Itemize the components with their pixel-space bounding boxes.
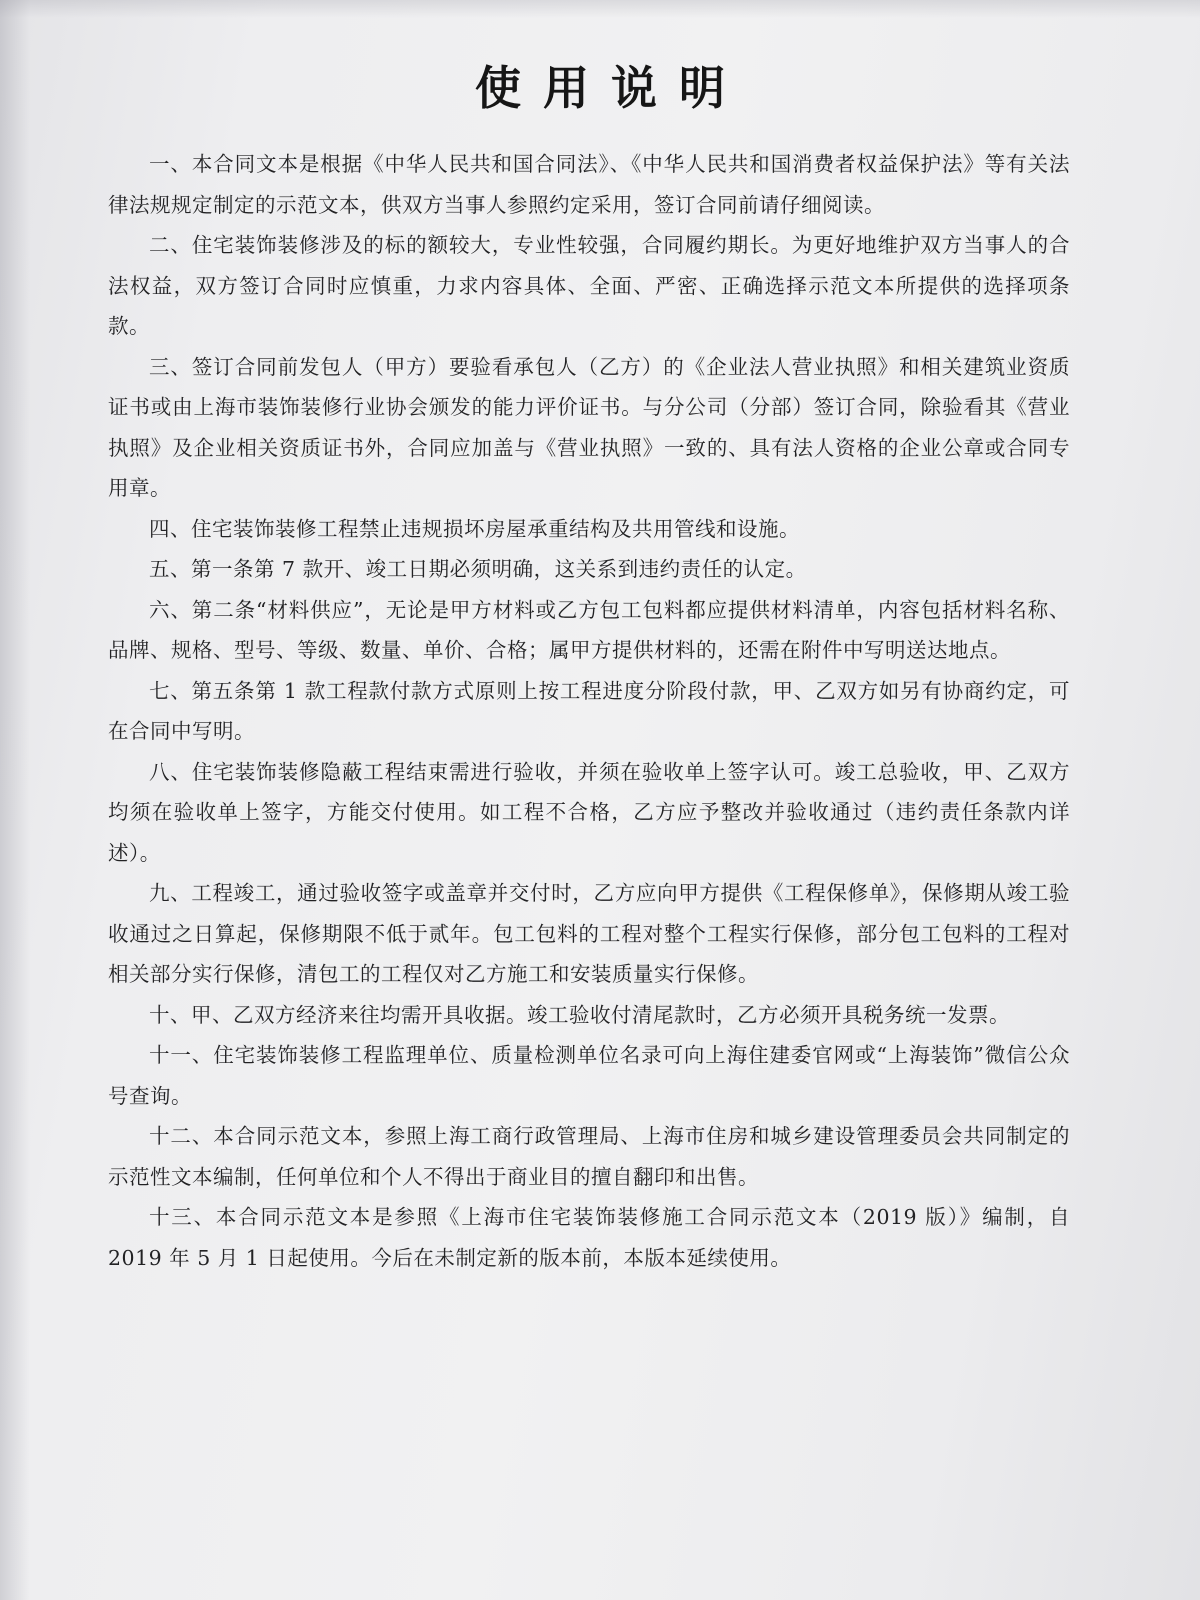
clause-2: 二、住宅装饰装修涉及的标的额较大，专业性较强，合同履约期长。为更好地维护双方当事人的合法权益，双方签订合同时应慎重，力求内容具体、全面、严密、正确选择示范文本所提供的选择项条款。 xyxy=(108,233,1070,338)
clause-11: 十一、住宅装饰装修工程监理单位、质量检测单位名录可向上海住建委官网或“上海装饰”微信公众号查询。 xyxy=(108,1043,1070,1108)
clause-5: 五、第一条第 7 款开、竣工日期必须明确，这关系到违约责任的认定。 xyxy=(149,557,807,581)
clause-13: 十三、本合同示范文本是参照《上海市住宅装饰装修施工合同示范文本（2019 版）》编制，自 2019 年 5 月 1 日起使用。今后在未制定新的版本前，本版本延续使用。 xyxy=(108,1205,1070,1270)
clause-3: 三、签订合同前发包人（甲方）要验看承包人（乙方）的《企业法人营业执照》和相关建筑业资质证书或由上海市装饰装修行业协会颁发的能力评价证书。与分公司（分部）签订合同，除验看其《营业执照》及企业相关资质证书外，合同应加盖与《营业执照》一致的、具有法人资格的企业公章或合同专用章。 xyxy=(108,354,1070,500)
page-title: 使用说明 xyxy=(475,61,747,115)
clause-8: 八、住宅装饰装修隐蔽工程结束需进行验收，并须在验收单上签字认可。竣工总验收，甲、乙双方均须在验收单上签字，方能交付使用。如工程不合格，乙方应予整改并验收通过（违约责任条款内详述）。 xyxy=(108,759,1070,865)
page-shadow-left xyxy=(0,0,30,1600)
clause-6: 六、第二条“材料供应”，无论是甲方材料或乙方包工包料都应提供材料清单，内容包括材料名称、品牌、规格、型号、等级、数量、单价、合格；属甲方提供材料的，还需在附件中写明送达地点。 xyxy=(108,597,1070,662)
page-shadow-top xyxy=(0,0,1200,18)
clause-10: 十、甲、乙双方经济来往均需开具收据。竣工验收付清尾款时，乙方必须开具税务统一发票。 xyxy=(149,1002,1010,1027)
clause-9: 九、工程竣工，通过验收签字或盖章并交付时，乙方应向甲方提供《工程保修单》，保修期从竣工验收通过之日算起，保修期限不低于贰年。包工包料的工程对整个工程实行保修，部分包工包料的工程对相关部分实行保修，清包工的工程仅对乙方施工和安装质量实行保修。 xyxy=(108,881,1070,986)
clause-7: 七、第五条第 1 款工程款付款方式原则上按工程进度分阶段付款，甲、乙双方如另有协商约定，可在合同中写明。 xyxy=(108,678,1070,743)
clause-1: 一、本合同文本是根据《中华人民共和国合同法》、《中华人民共和国消费者权益保护法》等有关法律法规规定制定的示范文本，供双方当事人参照约定采用，签订合同前请仔细阅读。 xyxy=(108,152,1070,217)
clause-12: 十二、本合同示范文本，参照上海工商行政管理局、上海市住房和城乡建设管理委员会共同制定的示范性文本编制，任何单位和个人不得出于商业目的擅自翻印和出售。 xyxy=(108,1124,1070,1189)
document-body xyxy=(108,144,1070,1278)
clause-4: 四、住宅装饰装修工程禁止违规损坏房屋承重结构及共用管线和设施。 xyxy=(149,516,800,541)
